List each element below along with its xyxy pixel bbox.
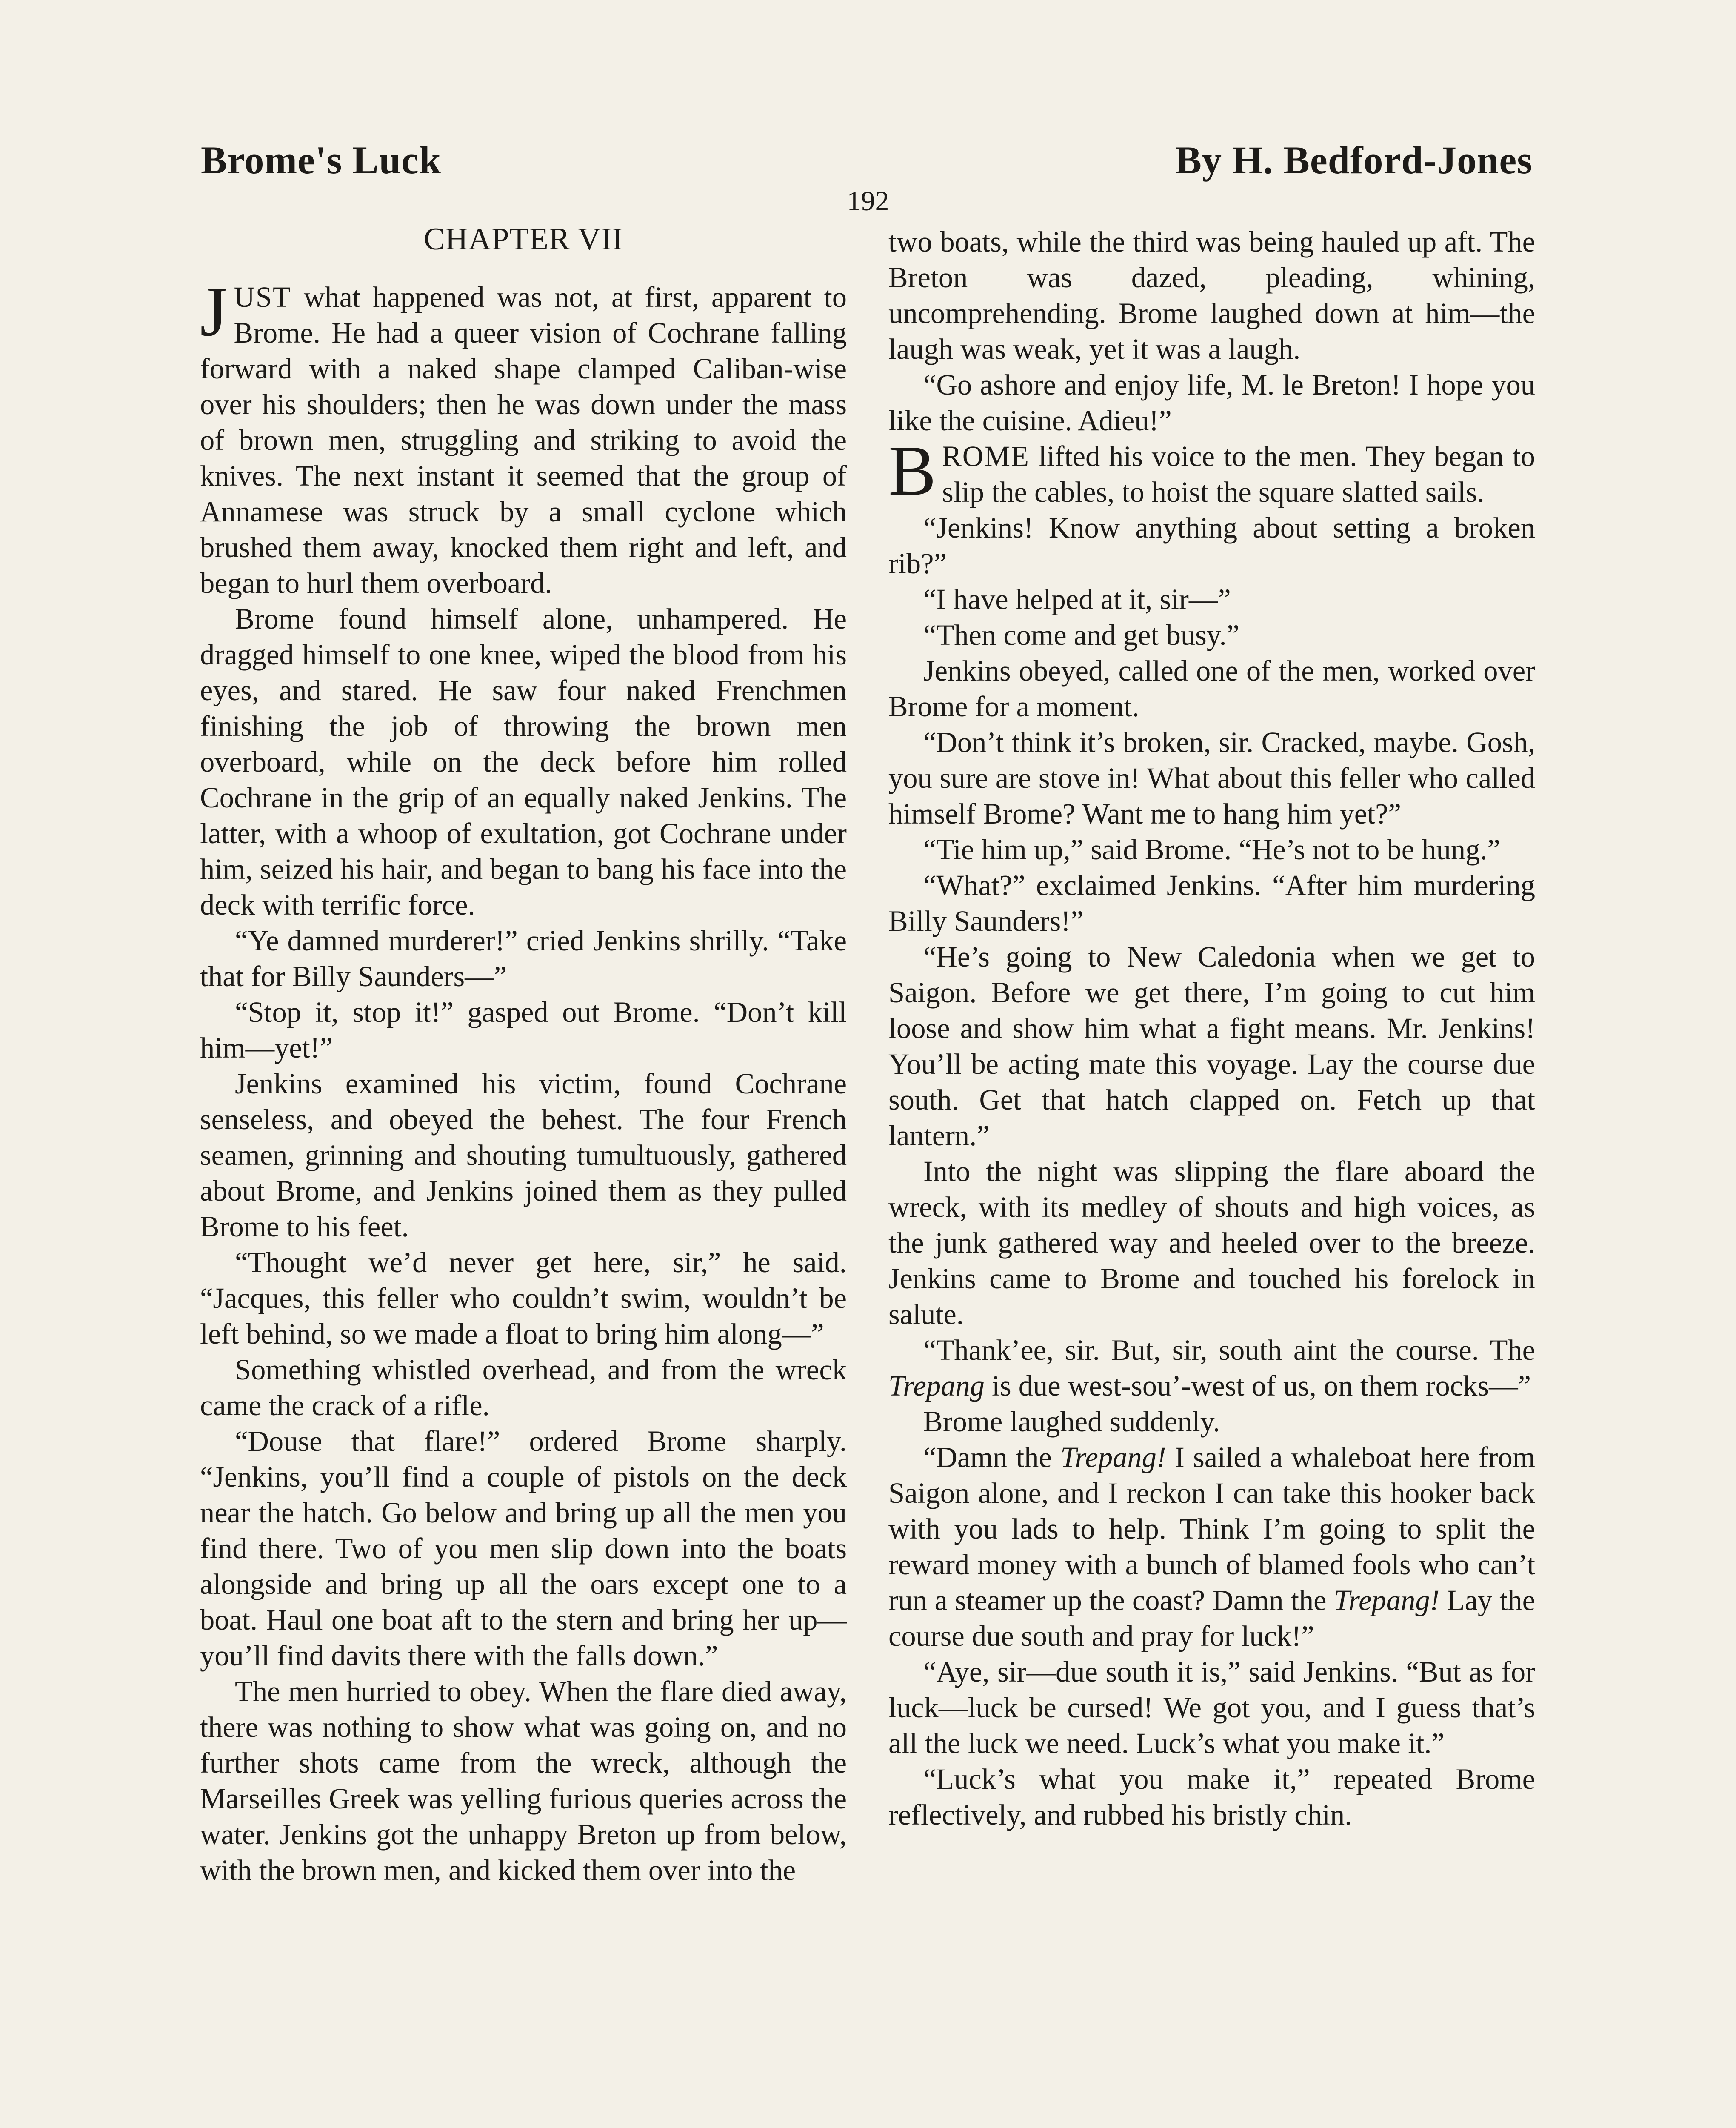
paragraph xyxy=(200,272,847,601)
paragraph: “What?” exclaimed Jenkins. “After him murdering Billy Saunders!” xyxy=(888,869,1535,937)
ship-name: Trepang xyxy=(888,1370,985,1402)
paragraph: “Jenkins! Know anything about setting a broken rib?” xyxy=(888,512,1535,580)
ship-name: Trepang! xyxy=(1333,1584,1440,1616)
right-column xyxy=(888,224,1535,1833)
ship-name: Trepang! xyxy=(1060,1441,1166,1473)
paragraph: “Aye, sir—due south it is,” said Jenkins. “But as for luck—luck be cursed! We got you, and I guess that’s all the luck we need. Luck’s what you make it.” xyxy=(888,1656,1535,1759)
paragraph-text: lifted his voice to the men. They began to slip the cables, to hoist the square slatted sails. xyxy=(942,440,1535,508)
paragraph: “Luck’s what you make it,” repeated Brome reflectively, and rubbed his bristly chin. xyxy=(888,1763,1535,1831)
paragraph: two boats, while the third was being hauled up aft. The Breton was dazed, pleading, whining, uncomprehending. Brome laughed down at him—the laugh was weak, yet it was a laugh. xyxy=(888,226,1535,365)
paragraph: The men hurried to obey. When the flare died away, there was nothing to show what was going on, and no further shots came from the wreck, although the Marseilles Greek was yelling furious queries across the water. Jenkins got the unhappy Breton up from below, with the brown men, and kicked them over into the xyxy=(200,1675,847,1886)
paragraph-text: “Thank’ee, sir. But, sir, south aint the course. The xyxy=(923,1334,1535,1366)
opening-smallcaps: UST xyxy=(234,281,291,313)
paragraph-text: I sailed a whaleboat here from Saigon alone, and I reckon I can take this hooker back with you lads to help. Think I’m going to split the reward money with a bunch of blamed fools who can’t run a steamer up the coast? Damn the xyxy=(888,1441,1535,1616)
paragraph: “Stop it, stop it!” gasped out Brome. “Don’t kill him—yet!” xyxy=(200,996,847,1064)
paragraph xyxy=(888,1332,1535,1404)
paragraph: “Ye damned murderer!” cried Jenkins shrilly. “Take that for Billy Saunders—” xyxy=(200,924,847,992)
paragraph: “Thought we’d never get here, sir,” he said. “Jacques, this feller who couldn’t swim, wouldn’t be left behind, so we made a float to bring him along—” xyxy=(200,1246,847,1350)
paragraph xyxy=(888,431,1535,510)
page-number: 192 xyxy=(847,186,889,217)
drop-cap: B xyxy=(888,431,937,510)
paragraph: Brome laughed suddenly. xyxy=(923,1405,1220,1438)
chapter-title: CHAPTER VII xyxy=(423,222,623,257)
paragraph: Into the night was slipping the flare aboard the wreck, with its medley of shouts and high voices, as the junk gathered way and heeled over to the breeze. Jenkins came to Brome and touched his forelock in salute. xyxy=(888,1155,1535,1330)
paragraph: Jenkins examined his victim, found Cochrane senseless, and obeyed the behest. The four French seamen, grinning and shouting tumultuously, gathered about Brome, and Jenkins joined them as they pulled Brome to his feet. xyxy=(200,1067,847,1243)
paragraph: Jenkins obeyed, called one of the men, worked over Brome for a moment. xyxy=(888,655,1535,723)
running-title: Brome's Luck xyxy=(201,138,441,182)
paragraph-text: is due west-sou’-west of us, on them rocks—” xyxy=(984,1370,1531,1402)
paragraph: “Then come and get busy.” xyxy=(923,619,1240,651)
paragraph: “I have helped at it, sir—” xyxy=(923,583,1231,615)
opening-smallcaps: ROME xyxy=(942,440,1030,472)
paragraph xyxy=(888,1439,1535,1654)
left-column xyxy=(200,221,847,1888)
paragraph-text: Lay the course due south and pray for luck!” xyxy=(888,1584,1535,1652)
paragraph: “Don’t think it’s broken, sir. Cracked, maybe. Gosh, you sure are stove in! What about this feller who called himself Brome? Want me to hang him yet?” xyxy=(888,726,1535,830)
drop-cap: J xyxy=(200,272,228,351)
paragraph: “He’s going to New Caledonia when we get to Saigon. Before we get there, I’m going to cut him loose and show him what a fight means. Mr. Jenkins! You’ll be acting mate this voyage. Lay the course due south. Get that hatch clapped on. Fetch up that lantern.” xyxy=(888,941,1535,1152)
running-author: By H. Bedford-Jones xyxy=(1175,138,1533,182)
paragraph-text: what happened was not, at first, apparent to Brome. He had a queer vision of Cochrane falling forward with a naked shape clamped Caliban-wise over his shoulders; then he was down under the mass of brown men, struggling and striking to avoid the knives. The next instant it seemed that the group of Annamese was struck by a small cyclone which brushed them away, knocked them right and left, and began to hurl them overboard. xyxy=(200,281,847,599)
paragraph: Brome found himself alone, unhampered. He dragged himself to one knee, wiped the blood from his eyes, and stared. He saw four naked Frenchmen finishing the job of throwing the brown men overboard, while on the deck before him rolled Cochrane in the grip of an equally naked Jenkins. The latter, with a whoop of exultation, got Cochrane under him, seized his hair, and began to bang his face into the deck with terrific force. xyxy=(200,603,847,921)
paragraph: “Douse that flare!” ordered Brome sharply. “Jenkins, you’ll find a couple of pistols on the deck near the hatch. Go below and bring up all the men you find there. Two of you men slip down into the boats alongside and bring up all the oars except one to a boat. Haul one boat aft to the stern and bring her up—you’ll find davits there with the falls down.” xyxy=(200,1425,847,1672)
paragraph: Something whistled overhead, and from the wreck came the crack of a rifle. xyxy=(200,1353,847,1422)
paragraph-text: “Damn the xyxy=(923,1441,1061,1473)
paragraph: “Tie him up,” said Brome. “He’s not to be hung.” xyxy=(923,833,1500,866)
paragraph: “Go ashore and enjoy life, M. le Breton! I hope you like the cuisine. Adieu!” xyxy=(888,369,1535,437)
